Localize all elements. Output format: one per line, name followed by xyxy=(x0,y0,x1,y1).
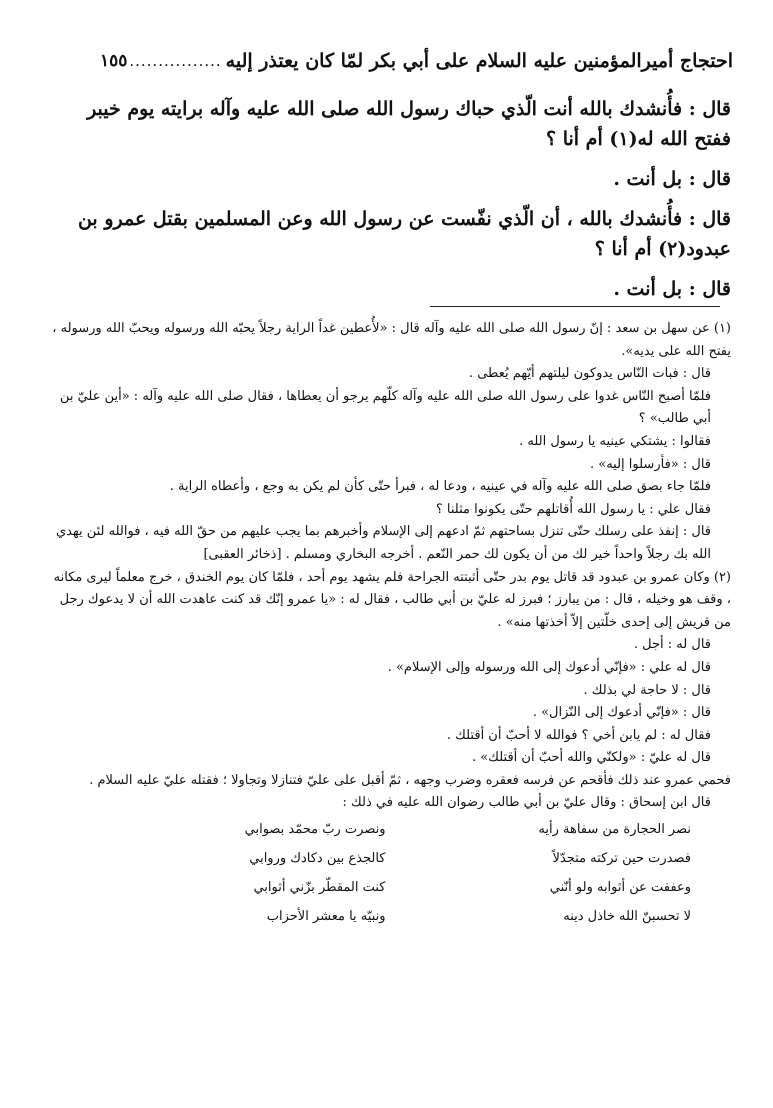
poem-hemistich: لا تحسبنّ الله خاذل دينه xyxy=(563,909,691,925)
footnote-2: (٢) وكان عمرو بن عبدود قد قاتل يوم بدر حتّى أثبتته الجراحة فلم يشهد يوم أحد ، فلمّا كان يوم الخندق ، خرج معلماً ليرى مكانه ، وقف هو وخيله ، قال : من يبارز ؛ فبرز له عليّ بن أبي طالب ، فقال له : «يا عمرو إنّك قد كنت عاهدت الله أن لا يدعوك رجل من قريش إلى إحدى خلّتين إلاّ أخذتها منه» . xyxy=(53,569,731,630)
footnote-line: قال : لا حاجة لي بذلك . xyxy=(583,682,711,698)
footnote-line: فلمّا أصبح النّاس غدوا على رسول الله صلى الله عليه وآله كلّهم يرجو أن يعطاها ، فقال صلى الله عليه وآله : «أين عليّ بن أبي طالب» ؟ xyxy=(59,388,711,427)
footnote-line: قال : «فأرسلوا إليه» . xyxy=(589,456,711,472)
footnote-line: قال : إنفذ على رسلك حتّى تنزل بساحتهم ثمّ ادعهم إلى الإسلام وأخبرهم بما يجب عليهم من حقّ الله فيه ، فوالله لئن يهدي الله بك رجلاً واحداً خير لك من أن يكون لك حمر النّعم . أخرجه البخاري ومسلم . [ذخائر العقبى] xyxy=(55,524,711,562)
footnote-line: فقال علي : يا رسول الله أُقاتلهم حتّى يكونوا مثلنا ؟ xyxy=(435,501,711,517)
footnote-line: فقالوا : يشتكي عينيه يا رسول الله . xyxy=(519,433,711,449)
dialogue-line: قال : بل أنت . xyxy=(613,278,731,300)
dialogue-line: قال : فأُنشدك بالله أنت الّذي حباك رسول الله صلى الله عليه وآله برايته يوم خيبر ففتح الله له(١) أم أنا ؟ xyxy=(87,98,731,150)
poem-hemistich: كالجذع بين دكادك وروابي xyxy=(249,851,386,867)
footnotes xyxy=(50,318,731,931)
poem-hemistich: نصر الحجارة من سفاهة رأيه xyxy=(538,822,691,838)
dialogue-line: قال : بل أنت . xyxy=(613,168,731,190)
chapter-title: احتجاج أميرالمؤمنين عليه السلام على أبي بكر لمّا كان يعتذر إليه xyxy=(225,50,733,72)
footnote-1: (١) عن سهل بن سعد : إنّ رسول الله صلى الله عليه وآله قال : «لأُعطين غداً الراية رجلاً يحبّه الله ورسوله ويحبّ الله ورسوله ، يفتح الله على يديه». xyxy=(52,321,731,359)
footnote-line: فلمّا جاء بصق صلى الله عليه وآله في عينيه ، ودعا له ، فبرأ حتّى كأن لم يكن به وجع ، وأعطاه الراية . xyxy=(169,479,711,495)
footnote-line: فقال له : لم يابن أخي ؟ فوالله لا أحبّ أن أقتلك . xyxy=(446,727,711,743)
poem-hemistich: ونصرت ربّ محمّد بصوابي xyxy=(244,822,386,838)
header-leader-dots xyxy=(131,52,221,70)
poem-hemistich: فصدرت حين تركته متجدّلاً xyxy=(552,851,691,867)
poem-hemistich: وعففت عن أثوابه ولو أنّني xyxy=(549,880,691,896)
footnote-line: قال ابن إسحاق : وقال عليّ بن أبي طالب رضوان الله عليه في ذلك : xyxy=(342,795,711,811)
footnote-line: قال له : أجل . xyxy=(633,637,711,653)
running-header xyxy=(100,44,733,78)
dialogue-line: قال : فأُنشدك بالله ، أن الّذي نفّست عن رسول الله وعن المسلمين بقتل عمرو بن عبدود(٢) أم أنا ؟ xyxy=(77,208,731,260)
footnote-line: قال له عليّ : «ولكنّي والله أحبّ أن أقتلك» . xyxy=(472,750,711,766)
footnote-line: فحمي عمرو عند ذلك فأقحم عن فرسه فعقره وضرب وجهه ، ثمّ أقبل على عليّ فتنازلا وتجاولا ؛ فقتله عليّ عليه السلام . xyxy=(89,772,731,788)
footnote-line: قال له علي : «فإنّي أدعوك إلى الله ورسوله وإلى الإسلام» . xyxy=(387,659,711,675)
poem-hemistich: كنت المقطّر بزّني أثوابي xyxy=(253,880,386,896)
footnote-line: قال : «فإنّي أدعوك إلى النّزال» . xyxy=(532,705,711,721)
main-text xyxy=(70,94,731,314)
poem xyxy=(110,815,691,931)
poem-hemistich: ونبيّه يا معشر الأحزاب xyxy=(266,909,386,925)
page-number: ١٥٥ xyxy=(100,51,128,71)
footnote-divider xyxy=(430,306,720,307)
footnote-line: قال : فبات النّاس يدوكون ليلتهم أيّهم يُعطى . xyxy=(468,366,711,382)
